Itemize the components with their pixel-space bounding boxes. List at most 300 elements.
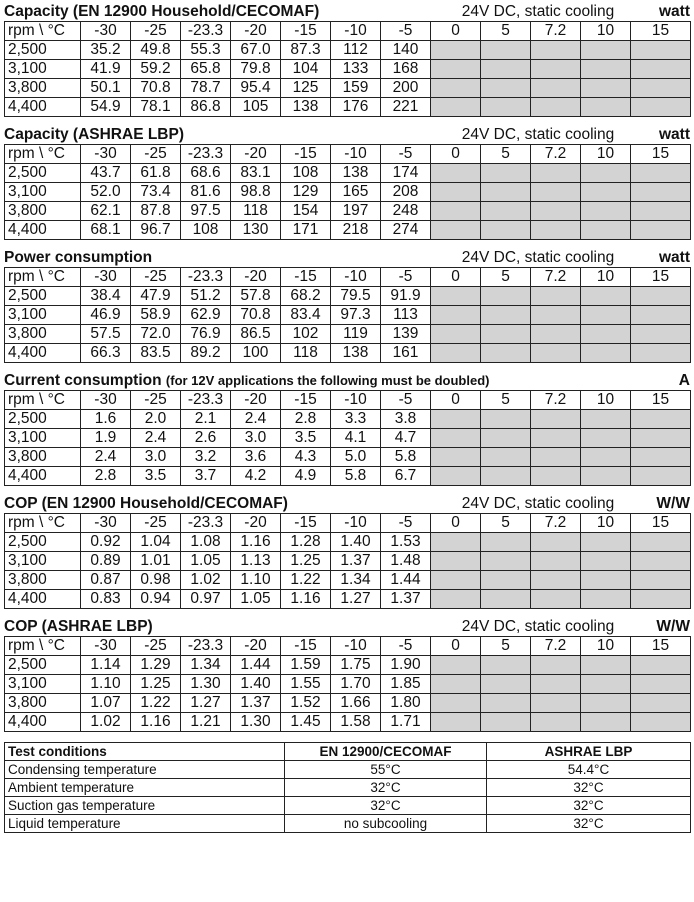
empty-cell <box>581 306 631 325</box>
value-cell: 58.9 <box>131 306 181 325</box>
section-title <box>4 617 424 636</box>
empty-cell <box>631 448 691 467</box>
temperature-header: -25 <box>131 514 181 533</box>
temperature-header: 15 <box>631 391 691 410</box>
empty-cell <box>431 713 481 732</box>
empty-cell <box>631 221 691 240</box>
value-cell: 113 <box>381 306 431 325</box>
table-row <box>5 552 691 571</box>
value-cell: 108 <box>181 221 231 240</box>
temperature-header: 15 <box>631 268 691 287</box>
test-condition-row <box>5 779 691 797</box>
corner-label: rpm \ °C <box>5 145 81 164</box>
value-cell: 54.9 <box>81 98 131 117</box>
value-cell: 91.9 <box>381 287 431 306</box>
section-header <box>4 371 690 390</box>
empty-cell <box>481 552 531 571</box>
section-condition: 24V DC, static cooling <box>461 249 615 266</box>
value-cell: 83.4 <box>281 306 331 325</box>
value-cell: 171 <box>281 221 331 240</box>
test-condition-label: Ambient temperature <box>5 779 285 797</box>
value-cell: 2.4 <box>81 448 131 467</box>
temperature-header: -20 <box>231 391 281 410</box>
empty-cell <box>631 675 691 694</box>
empty-cell <box>631 552 691 571</box>
empty-cell <box>481 675 531 694</box>
value-cell: 79.5 <box>331 287 381 306</box>
value-cell: 65.8 <box>181 60 231 79</box>
value-cell: 248 <box>381 202 431 221</box>
section-unit: A <box>678 372 690 389</box>
empty-cell <box>581 202 631 221</box>
test-condition-label: Liquid temperature <box>5 815 285 833</box>
value-cell: 140 <box>381 41 431 60</box>
value-cell: 1.40 <box>231 675 281 694</box>
empty-cell <box>581 164 631 183</box>
section-title-text: Capacity (EN 12900 Household/CECOMAF) <box>4 3 320 20</box>
empty-cell <box>631 98 691 117</box>
temperature-header: 5 <box>481 637 531 656</box>
value-cell: 1.22 <box>131 694 181 713</box>
rpm-label: 2,500 <box>5 164 81 183</box>
section-title <box>4 248 424 267</box>
value-cell: 68.1 <box>81 221 131 240</box>
temperature-header: -10 <box>331 145 381 164</box>
value-cell: 1.48 <box>381 552 431 571</box>
empty-cell <box>631 467 691 486</box>
temperature-header: -25 <box>131 391 181 410</box>
value-cell: 1.85 <box>381 675 431 694</box>
empty-cell <box>431 79 481 98</box>
value-cell: 1.53 <box>381 533 431 552</box>
value-cell: 4.3 <box>281 448 331 467</box>
value-cell: 1.16 <box>281 590 331 609</box>
empty-cell <box>531 287 581 306</box>
empty-cell <box>431 287 481 306</box>
corner-label: rpm \ °C <box>5 514 81 533</box>
empty-cell <box>631 429 691 448</box>
table-row <box>5 98 691 117</box>
value-cell: 221 <box>381 98 431 117</box>
performance-data-sheet <box>4 0 690 833</box>
value-cell: 1.44 <box>231 656 281 675</box>
table-header-row <box>5 22 691 41</box>
value-cell: 86.8 <box>181 98 231 117</box>
value-cell: 1.27 <box>331 590 381 609</box>
empty-cell <box>631 694 691 713</box>
value-cell: 1.59 <box>281 656 331 675</box>
temperature-header: -30 <box>81 145 131 164</box>
section-header <box>4 494 690 513</box>
value-cell: 83.5 <box>131 344 181 363</box>
empty-cell <box>431 221 481 240</box>
rpm-label: 4,400 <box>5 221 81 240</box>
value-cell: 0.98 <box>131 571 181 590</box>
temperature-header: -23.3 <box>181 637 231 656</box>
empty-cell <box>531 325 581 344</box>
value-cell: 5.8 <box>381 448 431 467</box>
value-cell: 47.9 <box>131 287 181 306</box>
empty-cell <box>431 344 481 363</box>
data-table <box>4 636 691 732</box>
empty-cell <box>481 344 531 363</box>
value-cell: 3.8 <box>381 410 431 429</box>
section-subtitle: (for 12V applications the following must be doubled) <box>165 373 490 388</box>
empty-cell <box>531 306 581 325</box>
temperature-header: 5 <box>481 268 531 287</box>
value-cell: 218 <box>331 221 381 240</box>
value-cell: 3.6 <box>231 448 281 467</box>
table-row <box>5 344 691 363</box>
section-title-text: COP (ASHRAE LBP) <box>4 618 153 635</box>
value-cell: 55.3 <box>181 41 231 60</box>
rpm-label: 4,400 <box>5 344 81 363</box>
value-cell: 129 <box>281 183 331 202</box>
value-cell: 38.4 <box>81 287 131 306</box>
temperature-header: -15 <box>281 22 331 41</box>
empty-cell <box>431 202 481 221</box>
empty-cell <box>631 656 691 675</box>
rpm-label: 3,100 <box>5 60 81 79</box>
empty-cell <box>581 79 631 98</box>
temperature-header: -30 <box>81 637 131 656</box>
value-cell: 2.6 <box>181 429 231 448</box>
table-row <box>5 675 691 694</box>
empty-cell <box>631 60 691 79</box>
rpm-label: 3,100 <box>5 183 81 202</box>
value-cell: 3.5 <box>131 467 181 486</box>
temperature-header: -23.3 <box>181 268 231 287</box>
temperature-header: -15 <box>281 391 331 410</box>
data-table <box>4 21 691 117</box>
table-row <box>5 467 691 486</box>
empty-cell <box>581 183 631 202</box>
table-row <box>5 60 691 79</box>
value-cell: 1.16 <box>231 533 281 552</box>
temperature-header: 0 <box>431 145 481 164</box>
temperature-header: 5 <box>481 514 531 533</box>
test-condition-row <box>5 797 691 815</box>
empty-cell <box>581 429 631 448</box>
value-cell: 81.6 <box>181 183 231 202</box>
rpm-label: 2,500 <box>5 656 81 675</box>
value-cell: 57.8 <box>231 287 281 306</box>
temperature-header: -5 <box>381 391 431 410</box>
value-cell: 35.2 <box>81 41 131 60</box>
value-cell: 165 <box>331 183 381 202</box>
empty-cell <box>531 656 581 675</box>
temperature-header: -23.3 <box>181 22 231 41</box>
value-cell: 57.5 <box>81 325 131 344</box>
empty-cell <box>431 325 481 344</box>
section-title-text: Current consumption <box>4 372 162 389</box>
empty-cell <box>581 656 631 675</box>
temperature-header: 7.2 <box>531 145 581 164</box>
rpm-label: 3,100 <box>5 552 81 571</box>
value-cell: 43.7 <box>81 164 131 183</box>
value-cell: 1.6 <box>81 410 131 429</box>
rpm-label: 3,800 <box>5 448 81 467</box>
empty-cell <box>431 41 481 60</box>
table-row <box>5 571 691 590</box>
value-cell: 73.4 <box>131 183 181 202</box>
empty-cell <box>581 713 631 732</box>
empty-cell <box>431 694 481 713</box>
empty-cell <box>531 552 581 571</box>
temperature-header: 0 <box>431 514 481 533</box>
value-cell: 1.40 <box>331 533 381 552</box>
value-cell: 70.8 <box>231 306 281 325</box>
section-condition: 24V DC, static cooling <box>461 126 615 143</box>
value-cell: 1.34 <box>331 571 381 590</box>
table-header-row <box>5 514 691 533</box>
data-table <box>4 144 691 240</box>
empty-cell <box>531 410 581 429</box>
test-condition-label: Condensing temperature <box>5 761 285 779</box>
value-cell: 138 <box>331 164 381 183</box>
temperature-header: 10 <box>581 268 631 287</box>
value-cell: 176 <box>331 98 381 117</box>
temperature-header: -20 <box>231 145 281 164</box>
empty-cell <box>581 675 631 694</box>
empty-cell <box>431 552 481 571</box>
value-cell: 1.01 <box>131 552 181 571</box>
value-cell: 78.1 <box>131 98 181 117</box>
value-cell: 1.16 <box>131 713 181 732</box>
value-cell: 2.0 <box>131 410 181 429</box>
value-cell: 97.3 <box>331 306 381 325</box>
value-cell: 68.2 <box>281 287 331 306</box>
value-cell: 1.07 <box>81 694 131 713</box>
value-cell: 1.13 <box>231 552 281 571</box>
value-cell: 1.55 <box>281 675 331 694</box>
empty-cell <box>481 694 531 713</box>
empty-cell <box>631 41 691 60</box>
empty-cell <box>481 183 531 202</box>
value-cell: 1.90 <box>381 656 431 675</box>
empty-cell <box>631 590 691 609</box>
value-cell: 4.7 <box>381 429 431 448</box>
temperature-header: -10 <box>331 514 381 533</box>
empty-cell <box>481 467 531 486</box>
value-cell: 104 <box>281 60 331 79</box>
value-cell: 138 <box>281 98 331 117</box>
empty-cell <box>631 79 691 98</box>
rpm-label: 2,500 <box>5 287 81 306</box>
value-cell: 1.05 <box>181 552 231 571</box>
value-cell: 119 <box>331 325 381 344</box>
temperature-header: -23.3 <box>181 514 231 533</box>
value-cell: 3.5 <box>281 429 331 448</box>
empty-cell <box>481 287 531 306</box>
test-condition-value: 54.4°C <box>487 761 691 779</box>
test-condition-value: 32°C <box>285 797 487 815</box>
empty-cell <box>481 429 531 448</box>
empty-cell <box>581 552 631 571</box>
temperature-header: 10 <box>581 514 631 533</box>
empty-cell <box>581 410 631 429</box>
test-condition-value: 32°C <box>487 779 691 797</box>
temperature-header: 5 <box>481 22 531 41</box>
value-cell: 208 <box>381 183 431 202</box>
section-unit: W/W <box>656 495 690 512</box>
test-header-cell: EN 12900/CECOMAF <box>285 743 487 761</box>
temperature-header: -30 <box>81 514 131 533</box>
value-cell: 1.66 <box>331 694 381 713</box>
value-cell: 62.1 <box>81 202 131 221</box>
value-cell: 51.2 <box>181 287 231 306</box>
value-cell: 3.7 <box>181 467 231 486</box>
empty-cell <box>531 79 581 98</box>
empty-cell <box>481 306 531 325</box>
empty-cell <box>581 325 631 344</box>
empty-cell <box>481 325 531 344</box>
empty-cell <box>481 79 531 98</box>
temperature-header: -23.3 <box>181 145 231 164</box>
test-condition-label: Suction gas temperature <box>5 797 285 815</box>
corner-label: rpm \ °C <box>5 391 81 410</box>
value-cell: 46.9 <box>81 306 131 325</box>
data-section <box>4 617 690 732</box>
empty-cell <box>531 590 581 609</box>
table-header-row <box>5 391 691 410</box>
value-cell: 1.10 <box>231 571 281 590</box>
temperature-header: 15 <box>631 22 691 41</box>
temperature-header: -30 <box>81 391 131 410</box>
section-header <box>4 248 690 267</box>
empty-cell <box>631 164 691 183</box>
empty-cell <box>481 533 531 552</box>
test-header-cell: Test conditions <box>5 743 285 761</box>
value-cell: 87.3 <box>281 41 331 60</box>
value-cell: 1.30 <box>181 675 231 694</box>
test-conditions-table <box>4 742 691 833</box>
temperature-header: -20 <box>231 514 281 533</box>
value-cell: 105 <box>231 98 281 117</box>
empty-cell <box>581 98 631 117</box>
temperature-header: 7.2 <box>531 514 581 533</box>
empty-cell <box>531 429 581 448</box>
empty-cell <box>481 41 531 60</box>
empty-cell <box>481 448 531 467</box>
value-cell: 2.8 <box>281 410 331 429</box>
test-condition-value: 55°C <box>285 761 487 779</box>
data-table <box>4 267 691 363</box>
table-row <box>5 164 691 183</box>
value-cell: 0.89 <box>81 552 131 571</box>
empty-cell <box>481 713 531 732</box>
empty-cell <box>481 60 531 79</box>
temperature-header: 5 <box>481 391 531 410</box>
empty-cell <box>531 60 581 79</box>
table-row <box>5 287 691 306</box>
value-cell: 161 <box>381 344 431 363</box>
rpm-label: 2,500 <box>5 533 81 552</box>
value-cell: 1.14 <box>81 656 131 675</box>
value-cell: 1.44 <box>381 571 431 590</box>
empty-cell <box>531 221 581 240</box>
data-section <box>4 248 690 363</box>
temperature-header: 5 <box>481 145 531 164</box>
rpm-label: 3,100 <box>5 306 81 325</box>
value-cell: 2.4 <box>131 429 181 448</box>
empty-cell <box>631 571 691 590</box>
value-cell: 139 <box>381 325 431 344</box>
value-cell: 125 <box>281 79 331 98</box>
value-cell: 0.87 <box>81 571 131 590</box>
value-cell: 61.8 <box>131 164 181 183</box>
empty-cell <box>581 448 631 467</box>
rpm-label: 3,100 <box>5 429 81 448</box>
empty-cell <box>631 410 691 429</box>
value-cell: 67.0 <box>231 41 281 60</box>
temperature-header: 0 <box>431 391 481 410</box>
section-unit: watt <box>659 126 690 143</box>
empty-cell <box>631 533 691 552</box>
section-title-text: Capacity (ASHRAE LBP) <box>4 126 184 143</box>
value-cell: 1.34 <box>181 656 231 675</box>
value-cell: 83.1 <box>231 164 281 183</box>
value-cell: 0.92 <box>81 533 131 552</box>
value-cell: 5.8 <box>331 467 381 486</box>
temperature-header: -15 <box>281 145 331 164</box>
empty-cell <box>431 656 481 675</box>
empty-cell <box>531 344 581 363</box>
value-cell: 274 <box>381 221 431 240</box>
empty-cell <box>531 41 581 60</box>
section-header <box>4 2 690 21</box>
value-cell: 66.3 <box>81 344 131 363</box>
temperature-header: 10 <box>581 391 631 410</box>
value-cell: 1.04 <box>131 533 181 552</box>
corner-label: rpm \ °C <box>5 268 81 287</box>
value-cell: 49.8 <box>131 41 181 60</box>
empty-cell <box>531 98 581 117</box>
empty-cell <box>431 410 481 429</box>
data-section <box>4 2 690 117</box>
temperature-header: -15 <box>281 268 331 287</box>
rpm-label: 4,400 <box>5 467 81 486</box>
section-unit: watt <box>659 249 690 266</box>
table-row <box>5 694 691 713</box>
value-cell: 1.28 <box>281 533 331 552</box>
value-cell: 76.9 <box>181 325 231 344</box>
temperature-header: 10 <box>581 637 631 656</box>
empty-cell <box>531 694 581 713</box>
value-cell: 1.21 <box>181 713 231 732</box>
test-condition-row <box>5 761 691 779</box>
table-row <box>5 410 691 429</box>
value-cell: 96.7 <box>131 221 181 240</box>
value-cell: 97.5 <box>181 202 231 221</box>
value-cell: 62.9 <box>181 306 231 325</box>
table-row <box>5 202 691 221</box>
temperature-header: -25 <box>131 22 181 41</box>
temperature-header: 7.2 <box>531 268 581 287</box>
empty-cell <box>631 202 691 221</box>
value-cell: 1.52 <box>281 694 331 713</box>
section-title <box>4 371 490 390</box>
table-header-row <box>5 268 691 287</box>
section-condition: 24V DC, static cooling <box>461 3 615 20</box>
temperature-header: 7.2 <box>531 637 581 656</box>
value-cell: 154 <box>281 202 331 221</box>
section-unit: W/W <box>656 618 690 635</box>
data-section <box>4 125 690 240</box>
value-cell: 98.8 <box>231 183 281 202</box>
value-cell: 1.29 <box>131 656 181 675</box>
value-cell: 2.8 <box>81 467 131 486</box>
